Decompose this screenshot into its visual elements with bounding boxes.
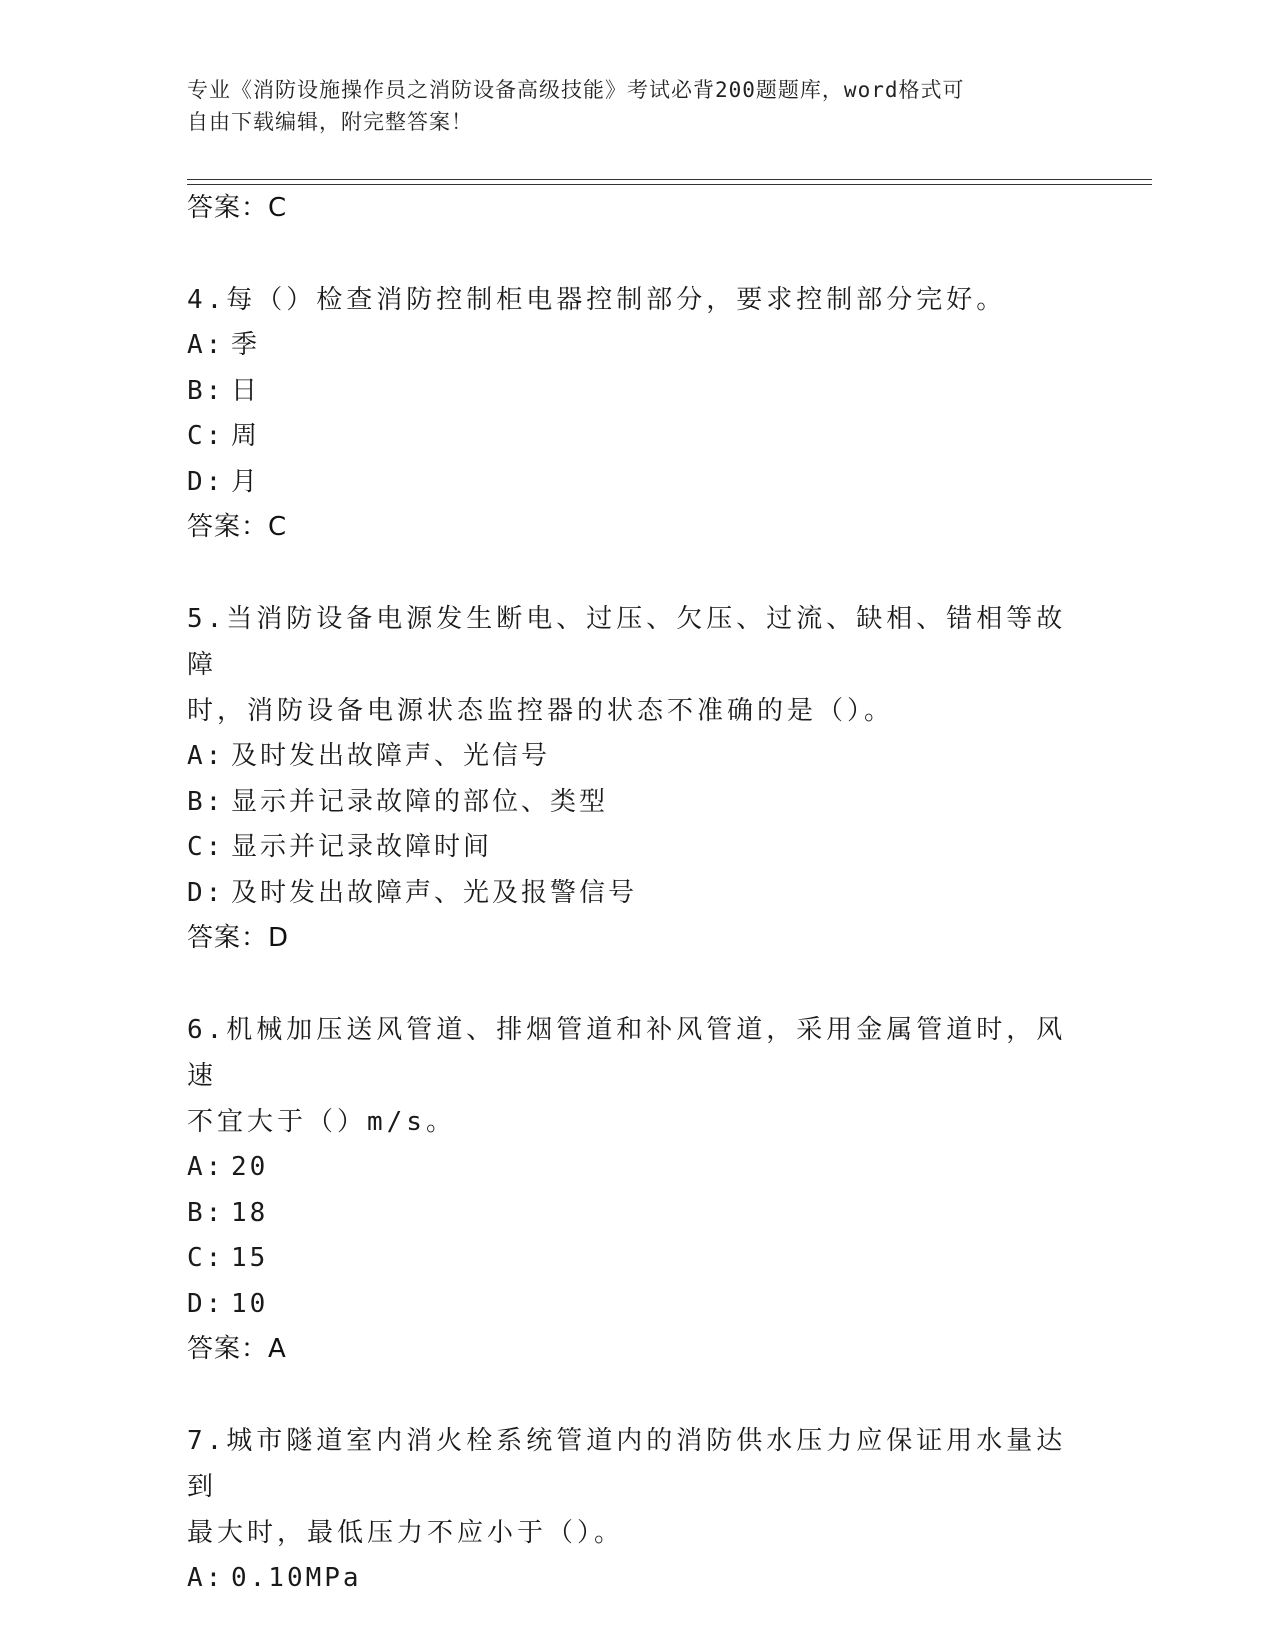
option-letter: A:: [187, 1152, 225, 1182]
answer-line: 答案：C: [187, 512, 288, 542]
question-stem-line-2: 不宜大于（）m/s。: [187, 1107, 456, 1137]
option-text: 及时发出故障声、光及报警信号: [231, 877, 638, 908]
header-line-1: 专业《消防设施操作员之消防设备高级技能》考试必背200题题库，word格式可: [187, 78, 965, 102]
option-text: 月: [231, 466, 261, 497]
option-d: [187, 1282, 1087, 1328]
option-letter: A:: [187, 330, 225, 360]
answer-line: 答案：C: [187, 193, 288, 223]
option-text: 0.10MPa: [231, 1563, 362, 1593]
option-c: [187, 825, 1087, 871]
question-stem-line-2: 时，消防设备电源状态监控器的状态不准确的是（）。: [187, 696, 895, 726]
option-c: [187, 1236, 1087, 1282]
option-a: [187, 1556, 1087, 1602]
option-b: [187, 369, 1087, 415]
option-b: [187, 1191, 1087, 1237]
question-6: [187, 1007, 1087, 1372]
option-letter: D:: [187, 1288, 225, 1319]
option-text: 显示并记录故障的部位、类型: [231, 786, 609, 817]
question-stem-line-2: 最大时，最低压力不应小于（）。: [187, 1518, 625, 1548]
option-text: 10: [231, 1288, 269, 1319]
option-text: 周: [231, 421, 261, 451]
question-stem-line-1: 7.城市隧道室内消火栓系统管道内的消防供水压力应保证用水量达到: [187, 1426, 1067, 1502]
question-7: [187, 1418, 1087, 1602]
option-letter: C:: [187, 832, 225, 862]
question-4: [187, 277, 1087, 550]
option-text: 显示并记录故障时间: [231, 832, 493, 862]
question-list: [187, 186, 1087, 1602]
option-text: 日: [231, 375, 261, 406]
option-b: [187, 780, 1087, 826]
question-5: [187, 596, 1087, 961]
option-letter: B:: [187, 375, 225, 406]
option-a: [187, 734, 1087, 780]
option-letter: C:: [187, 421, 225, 451]
option-letter: D:: [187, 877, 225, 908]
header-divider-bottom: [187, 184, 1152, 185]
option-letter: D:: [187, 466, 225, 497]
option-text: 季: [231, 330, 261, 360]
option-c: [187, 414, 1087, 460]
option-text: 20: [231, 1152, 269, 1182]
option-letter: B:: [187, 786, 225, 817]
answer-line: 答案：A: [187, 1334, 287, 1364]
question-stem-line-1: 6.机械加压送风管道、排烟管道和补风管道，采用金属管道时，风速: [187, 1015, 1067, 1091]
option-letter: A:: [187, 741, 225, 771]
option-text: 及时发出故障声、光信号: [231, 741, 551, 771]
option-letter: B:: [187, 1197, 225, 1228]
option-text: 15: [231, 1243, 269, 1273]
document-header: [187, 74, 1067, 138]
answer-line: 答案：D: [187, 923, 290, 953]
option-text: 18: [231, 1197, 269, 1228]
option-letter: C:: [187, 1243, 225, 1273]
header-line-2: 自由下载编辑，附完整答案！: [187, 110, 473, 134]
option-d: [187, 871, 1087, 917]
question-stem-line-1: 5.当消防设备电源发生断电、过压、欠压、过流、缺相、错相等故障: [187, 604, 1067, 680]
option-letter: A:: [187, 1563, 225, 1593]
option-d: [187, 460, 1087, 506]
question-stem: 4.每（）检查消防控制柜电器控制部分，要求控制部分完好。: [187, 285, 1007, 315]
header-divider-top: [187, 179, 1152, 180]
option-a: [187, 323, 1087, 369]
option-a: [187, 1145, 1087, 1191]
